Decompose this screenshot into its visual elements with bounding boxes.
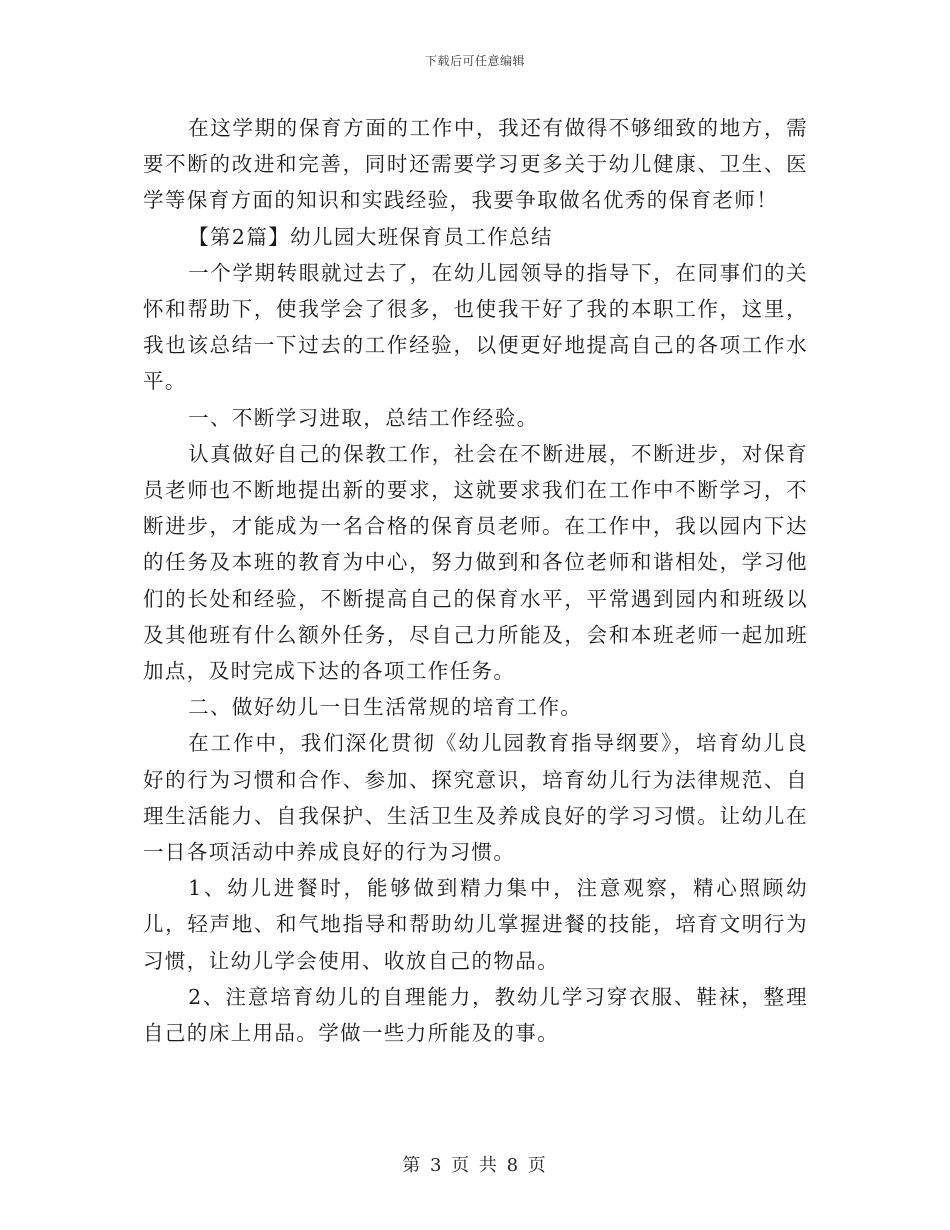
paragraph-3: 认真做好自己的保教工作，社会在不断进展，不断进步，对保育员老师也不断地提出新的要求，这就要求我们在工作中不断学习，不断进步，才能成为一名合格的保育员老师。在工作中，我以园内下达的任务及本班的教育为中心，努力做到和各位老师和谐相处，学习他们的长处和经验，不断提高自己的保育水平，平常遇到园内和班级以及其他班有什么额外任务，尽自己力所能及，会和本班老师一起加班加点，及时完成下达的各项工作任务。 bbox=[143, 441, 808, 684]
document-body bbox=[143, 110, 808, 1051]
paragraph-4: 在工作中，我们深化贯彻《幼儿园教育指导纲要》，培育幼儿良好的行为习惯和合作、参加、探究意识，培育幼儿行为法律规范、自理生活能力、自我保护、生活卫生及养成良好的学习习惯。让幼儿在一日各项活动中养成良好的行为习惯。 bbox=[143, 731, 808, 865]
paragraph-2: 一个学期转眼就过去了，在幼儿园领导的指导下，在同事们的关怀和帮助下，使我学会了很多，也使我干好了我的本职工作，这里，我也该总结一下过去的工作经验，以便更好地提高自己的各项工作水平。 bbox=[143, 260, 808, 394]
paragraph-1: 在这学期的保育方面的工作中，我还有做得不够细致的地方，需要不断的改进和完善，同时还需要学习更多关于幼儿健康、卫生、医学等保育方面的知识和实践经验，我要争取做名优秀的保育老师！ bbox=[143, 116, 808, 213]
section-heading-2: 二、做好幼儿一日生活常规的培育工作。 bbox=[188, 695, 583, 720]
page-header-note: 下载后可任意编辑 bbox=[424, 54, 525, 68]
list-item-1: 1、幼儿进餐时，能够做到精力集中，注意观察，精心照顾幼儿，轻声地、和气地指导和帮助幼儿掌握进餐的技能，培育文明行为习惯，让幼儿学会使用、收放自己的物品。 bbox=[143, 876, 808, 973]
section-heading-article-2: 【第2篇】幼儿园大班保育员工作总结 bbox=[188, 224, 553, 249]
list-item-2: 2、注意培育幼儿的自理能力，教幼儿学习穿衣服、鞋袜，整理自己的床上用品。学做一些力所能及的事。 bbox=[143, 984, 808, 1046]
page-number-footer: 第 3 页 共 8 页 bbox=[402, 1155, 548, 1176]
section-heading-1: 一、不断学习进取，总结工作经验。 bbox=[188, 405, 539, 430]
